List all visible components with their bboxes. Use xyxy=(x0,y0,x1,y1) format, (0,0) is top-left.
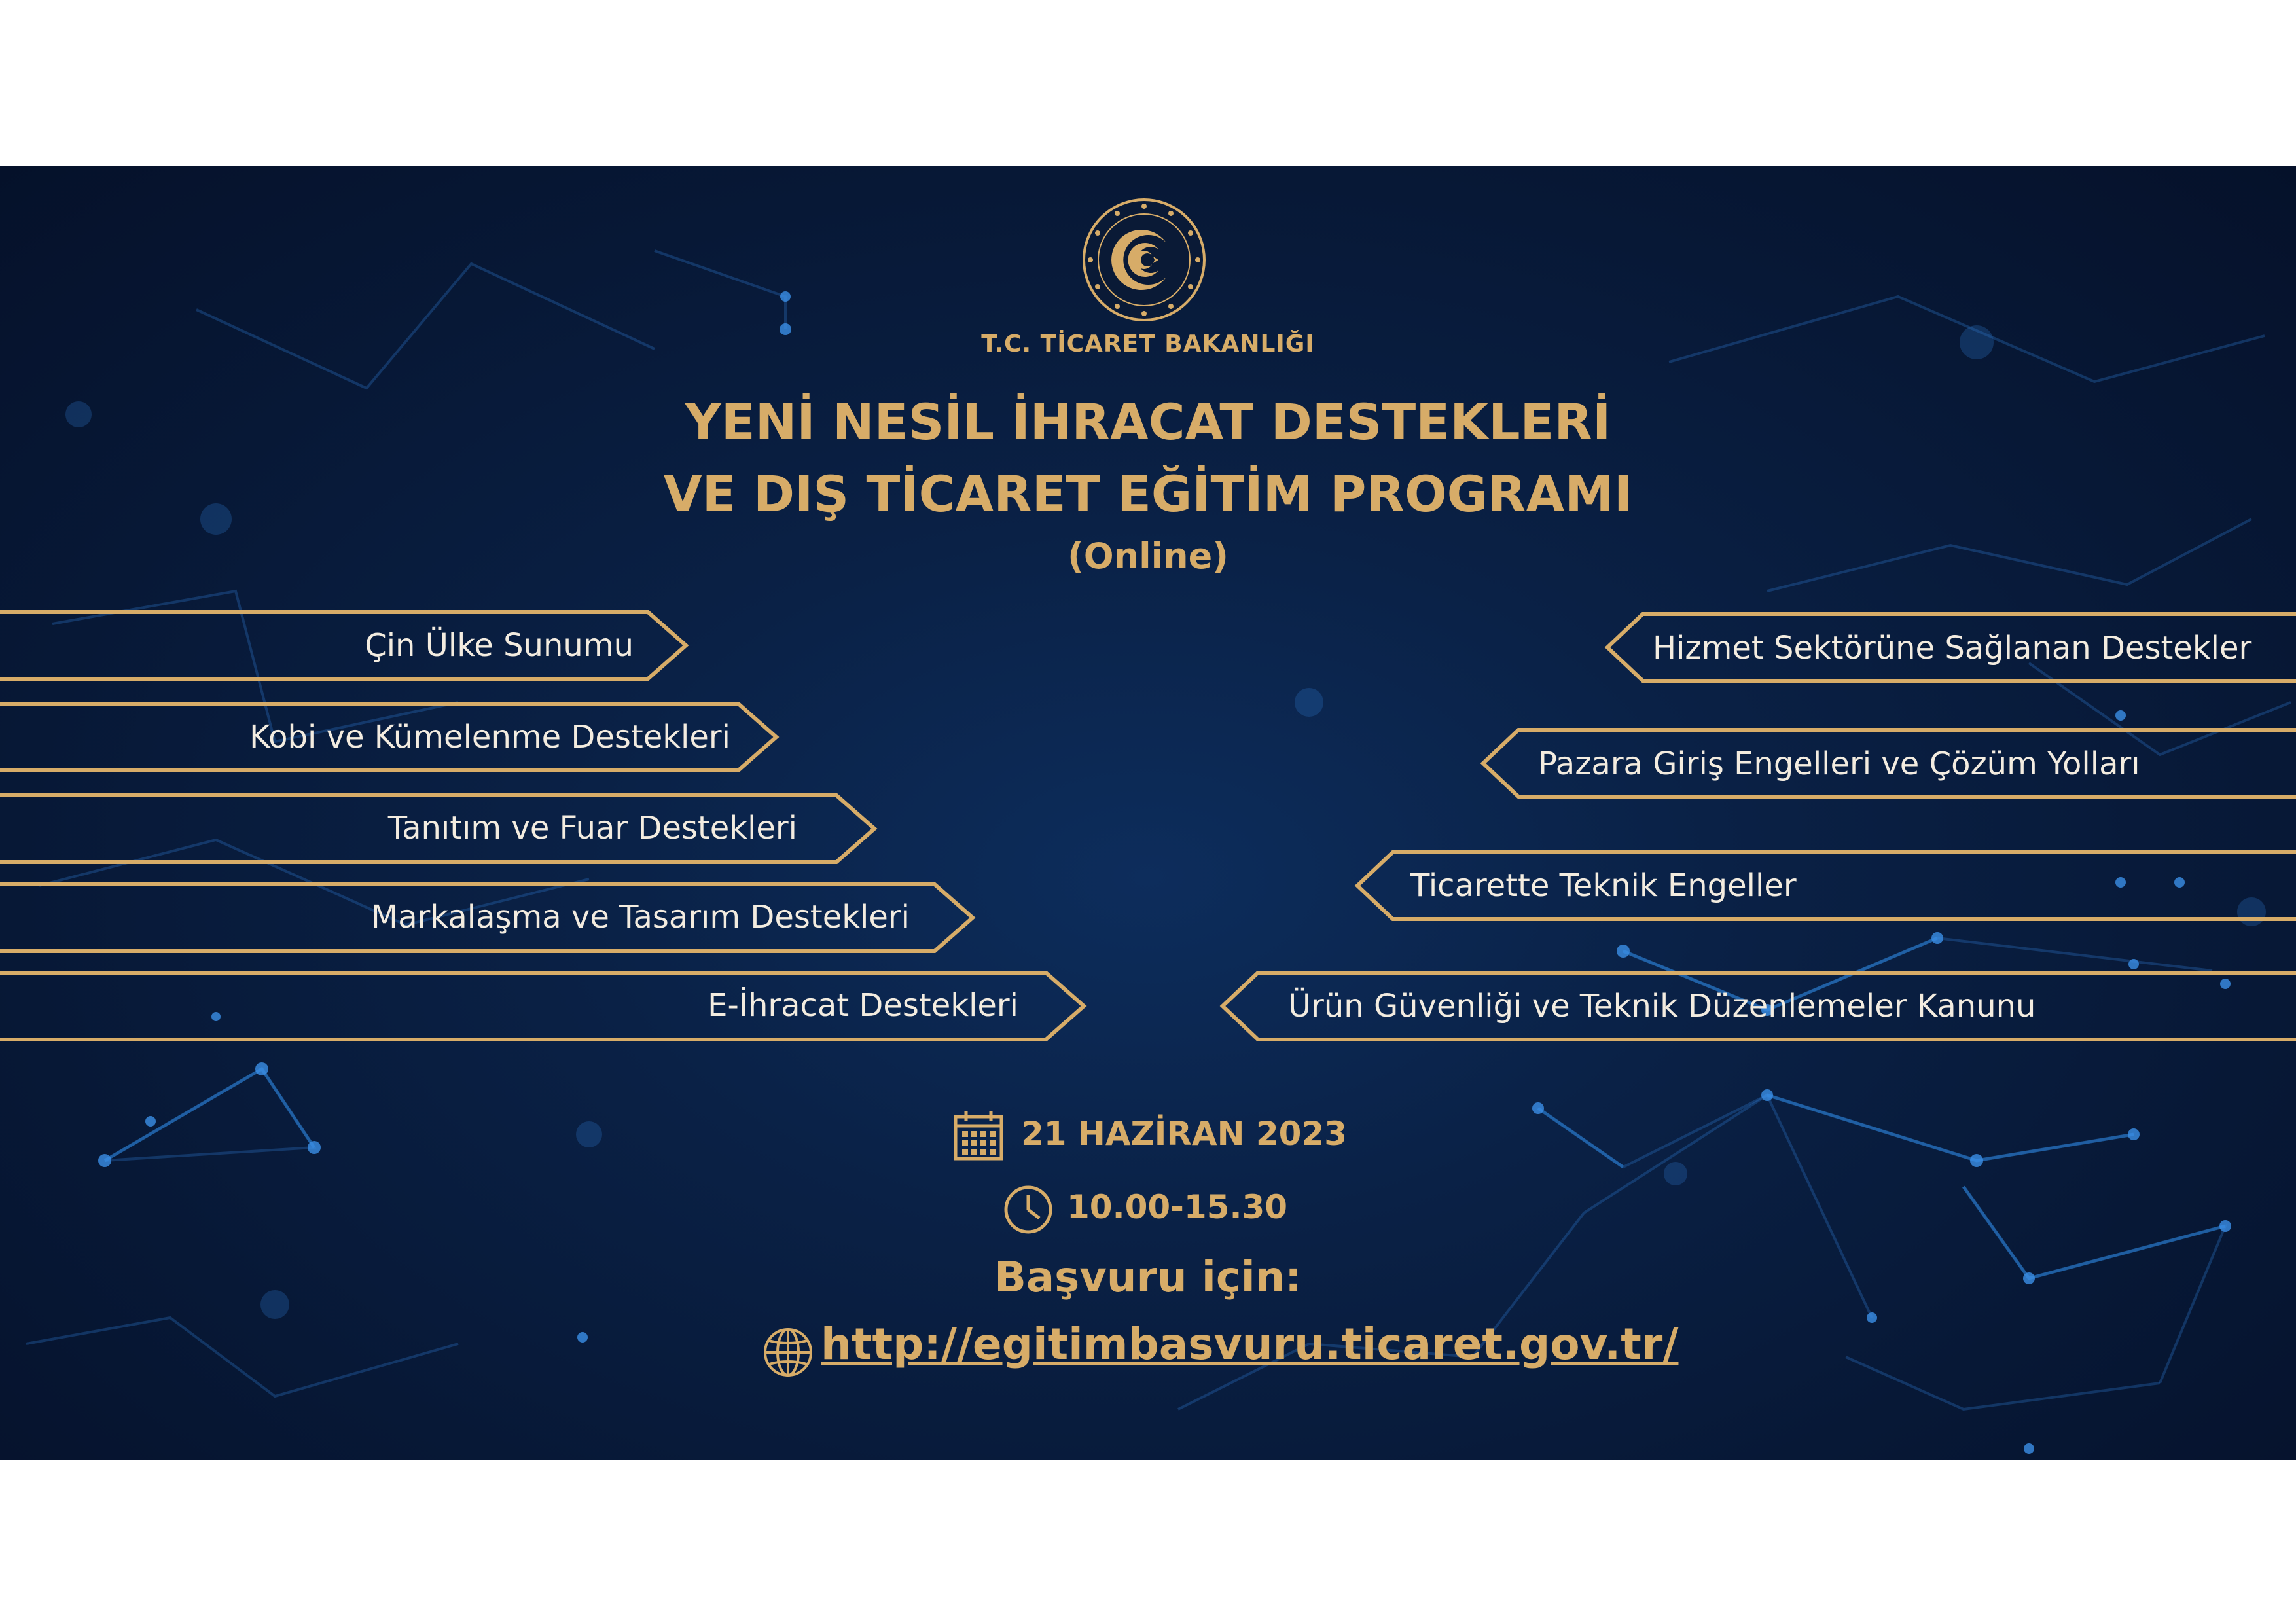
topic-left-2: Kobi ve Kümelenme Destekleri xyxy=(249,719,730,755)
application-url-link[interactable]: http://egitimbasvuru.ticaret.gov.tr/ xyxy=(821,1319,1679,1369)
topic-left-3: Tanıtım ve Fuar Destekleri xyxy=(387,810,797,846)
event-time: 10.00-15.30 xyxy=(1067,1188,1288,1226)
topic-left-1: Çin Ülke Sunumu xyxy=(365,627,634,664)
topic-left-5: E-İhracat Destekleri xyxy=(708,987,1018,1024)
apply-label: Başvuru için: xyxy=(994,1254,1302,1302)
title-line-2: VE DIŞ TİCARET EĞİTİM PROGRAMI xyxy=(663,465,1633,523)
clock-icon xyxy=(1003,1184,1054,1235)
subtitle: (Online) xyxy=(1067,535,1229,577)
topic-right-2: Pazara Giriş Engelleri ve Çözüm Yolları xyxy=(1538,746,2140,782)
ministry-name: T.C. TİCARET BAKANLIĞI xyxy=(981,331,1315,357)
topic-left-4: Markalaşma ve Tasarım Destekleri xyxy=(370,899,910,935)
title-line-1: YENİ NESİL İHRACAT DESTEKLERİ xyxy=(685,393,1611,451)
calendar-icon xyxy=(953,1109,1004,1161)
event-banner xyxy=(0,166,2296,1460)
event-date: 21 HAZİRAN 2023 xyxy=(1021,1115,1347,1153)
topic-right-3: Ticarette Teknik Engeller xyxy=(1410,867,1797,904)
globe-icon xyxy=(762,1326,814,1379)
topic-right-1: Hizmet Sektörüne Sağlanan Destekler xyxy=(1653,630,2252,666)
topic-right-4: Ürün Güvenliği ve Teknik Düzenlemeler Kanunu xyxy=(1288,988,2036,1024)
